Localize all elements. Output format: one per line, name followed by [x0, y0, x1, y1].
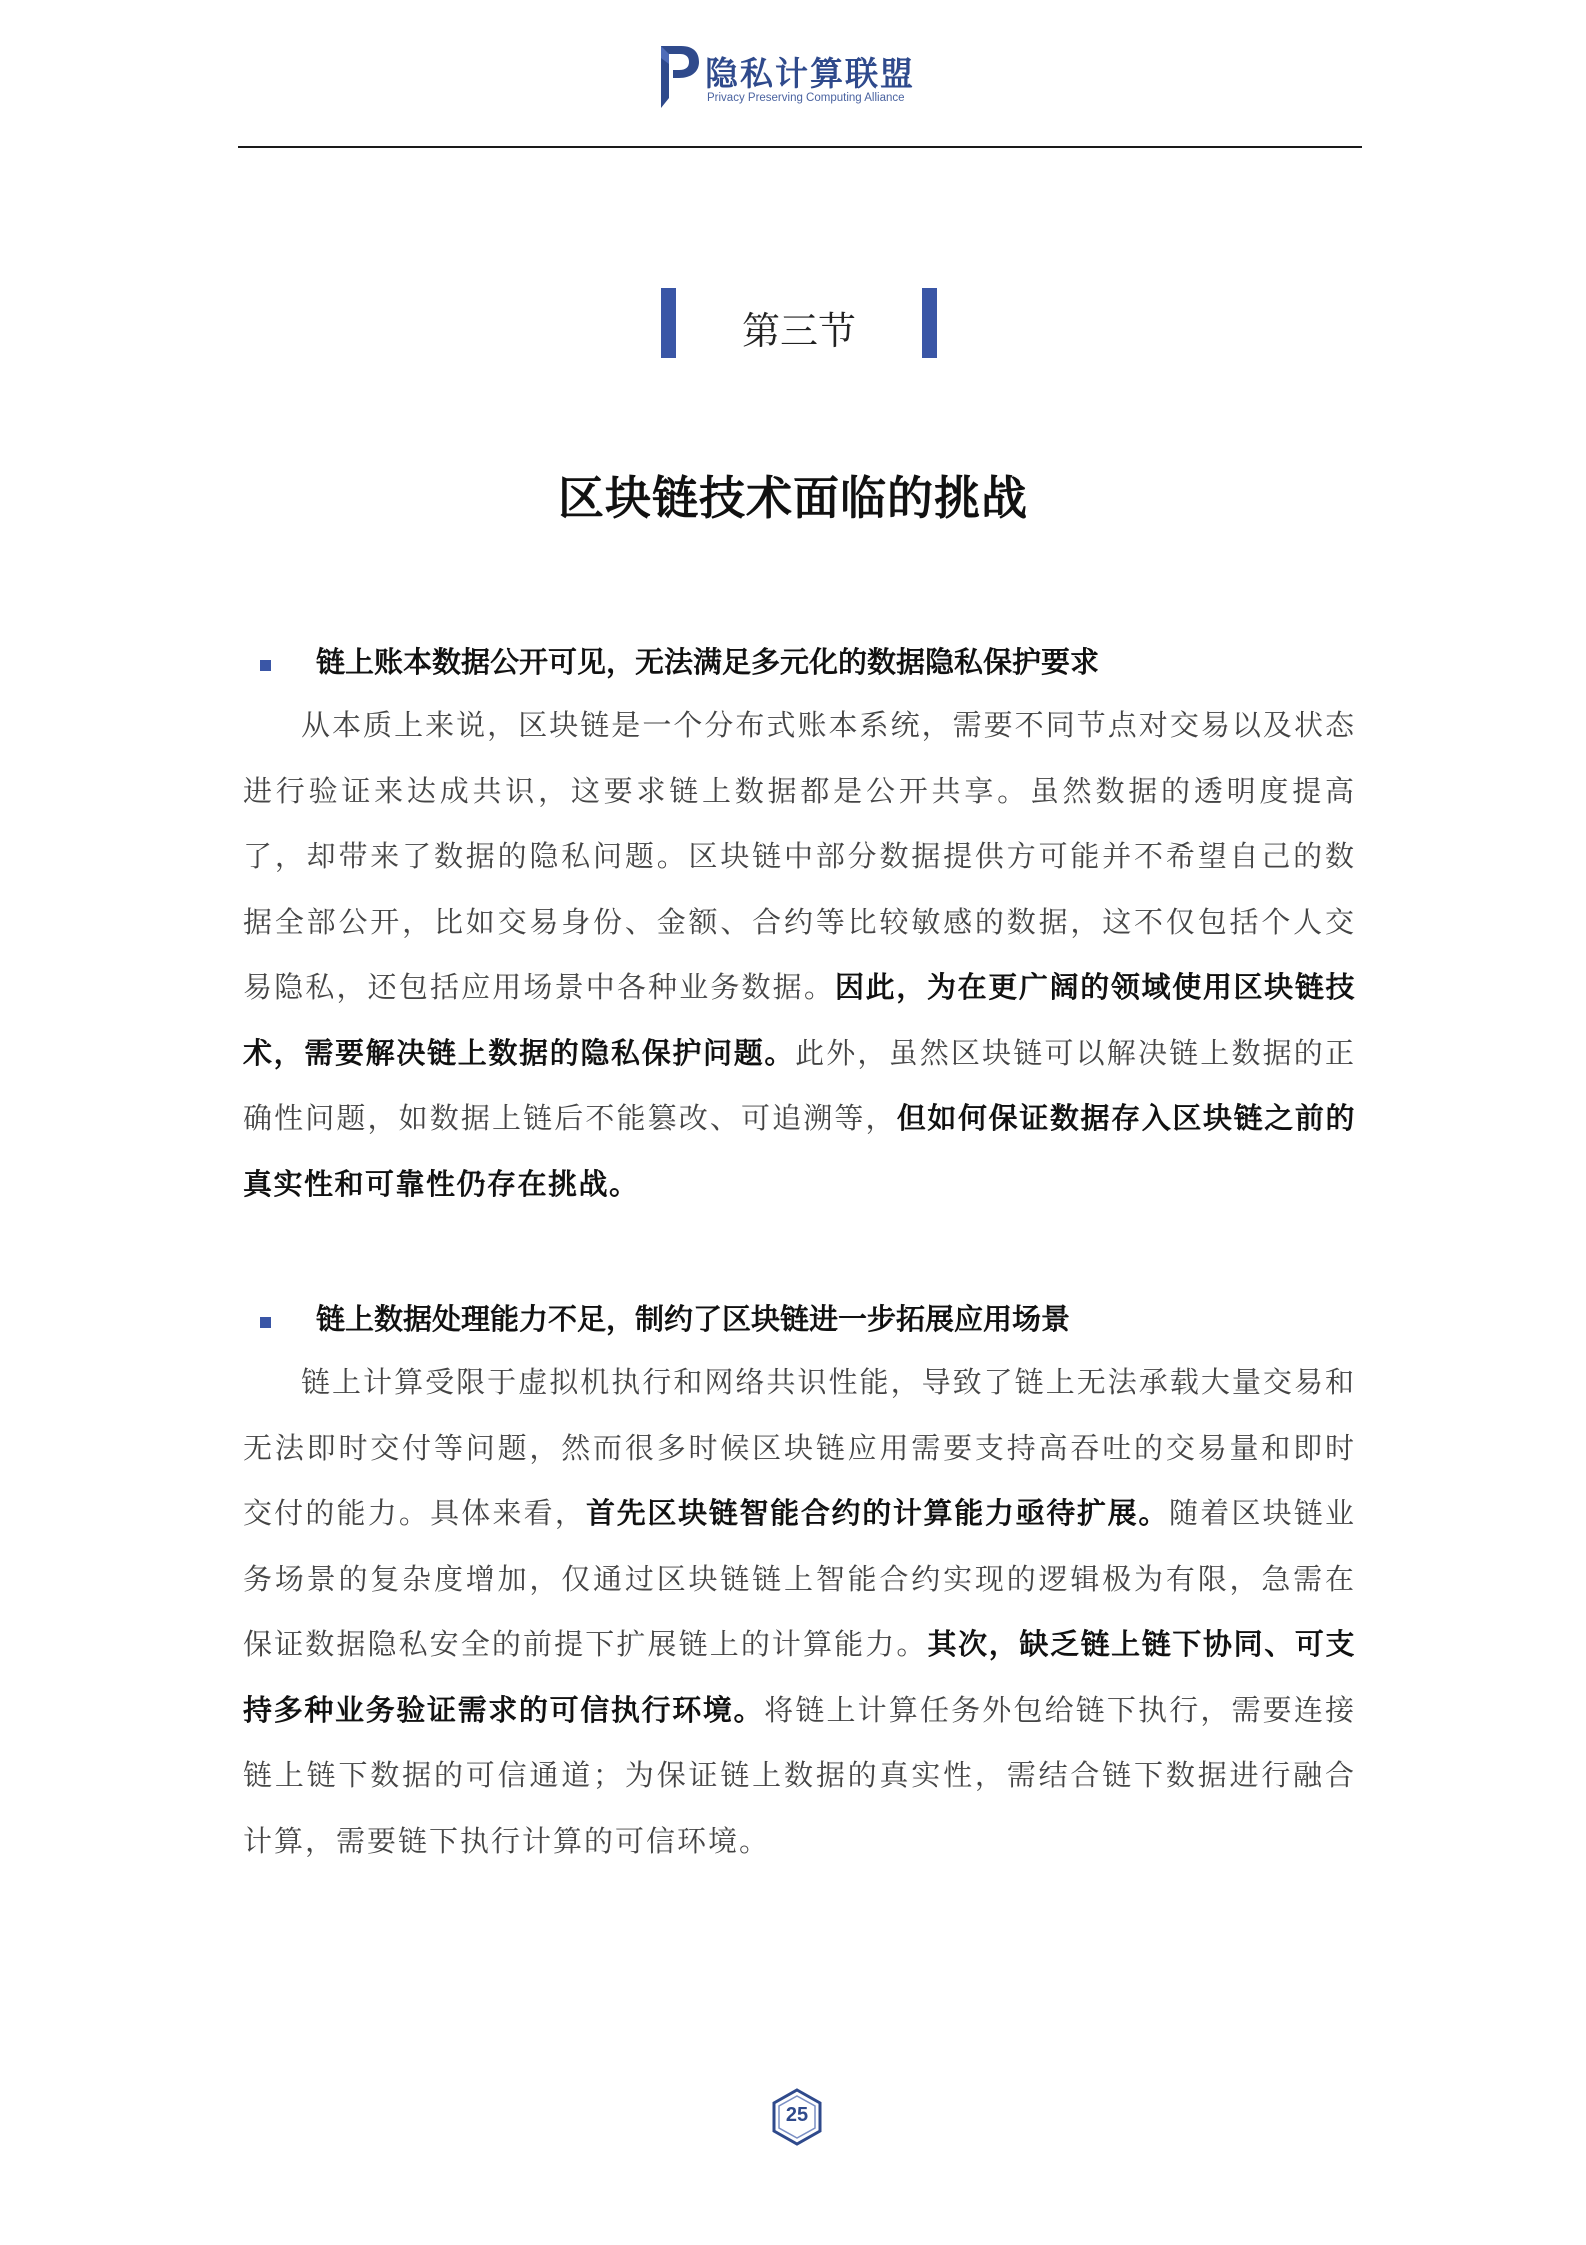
brand-subtitle: Privacy Preserving Computing Alliance — [707, 92, 905, 104]
section-heading-text: 链上账本数据公开可见，无法满足多元化的数据隐私保护要求 — [316, 645, 1100, 679]
paragraph-emphasis: 其次，缺乏链上链下协同、可支持多种业务验证需求的可信执行环境。 — [243, 1627, 1356, 1727]
paragraph-text: 从本质上来说，区块链是一个分布式账本系统，需要不同节点对交易以及状态进行验证来达成共识，这要求链上数据都是公开共享。虽然数据的透明度提高了，却带来了数据的隐私问题。区块链中部分数据提供方可能并不希望自己的数据全部公开，比如交易身份、金额、合约等比较敏感的数据，这不仅包括个人交易隐私，还包括应用场景中各种业务数据。 — [243, 708, 1356, 1004]
section-bar-left — [661, 288, 676, 358]
section-label — [0, 288, 1586, 360]
page-title: 区块链技术面临的挑战 — [558, 471, 1028, 525]
paragraph-text: 将链上计算任务外包给链下执行，需要连接链上链下数据的可信通道；为保证链上数据的真实性，需结合链下数据进行融合计算，需要链下执行计算的可信环境。 — [243, 1692, 1356, 1858]
section-paragraph-2 — [243, 1350, 1356, 1874]
logo-mark-icon — [655, 40, 701, 112]
page-number: 25 — [785, 2104, 809, 2126]
section-heading-text: 链上数据处理能力不足，制约了区块链进一步拓展应用场景 — [316, 1302, 1071, 1336]
page-number-badge — [771, 2088, 823, 2146]
header-divider — [238, 146, 1362, 148]
paragraph-text: 随着区块链业务场景的复杂度增加，仅通过区块链链上智能合约实现的逻辑极为有限，急需在保证数据隐私安全的前提下扩展链上的计算能力。 — [243, 1496, 1356, 1661]
bullet-square-icon — [260, 660, 271, 671]
section-bar-right — [922, 288, 937, 358]
paragraph-emphasis: 因此，为在更广阔的领域使用区块链技术，需要解决链上数据的隐私保护问题。 — [243, 970, 1356, 1070]
section-label-text: 第三节 — [741, 309, 856, 353]
paragraph-text: 链上计算受限于虚拟机执行和网络共识性能，导致了链上无法承载大量交易和无法即时交付等问题，然而很多时候区块链应用需要支持高吞吐的交易量和即时交付的能力。具体来看， — [243, 1365, 1356, 1530]
paragraph-emphasis: 首先区块链智能合约的计算能力亟待扩展。 — [586, 1496, 1170, 1530]
paragraph-emphasis: 但如何保证数据存入区块链之前的真实性和可靠性仍存在挑战。 — [243, 1101, 1356, 1201]
paragraph-text: 此外，虽然区块链可以解决链上数据的正确性问题，如数据上链后不能篡改、可追溯等， — [243, 1035, 1356, 1135]
bullet-square-icon — [260, 1317, 271, 1328]
page-header — [0, 0, 1586, 150]
brand-title: 隐私计算联盟 — [705, 54, 915, 93]
section-paragraph-1 — [243, 693, 1356, 1217]
alliance-logo — [655, 40, 935, 115]
